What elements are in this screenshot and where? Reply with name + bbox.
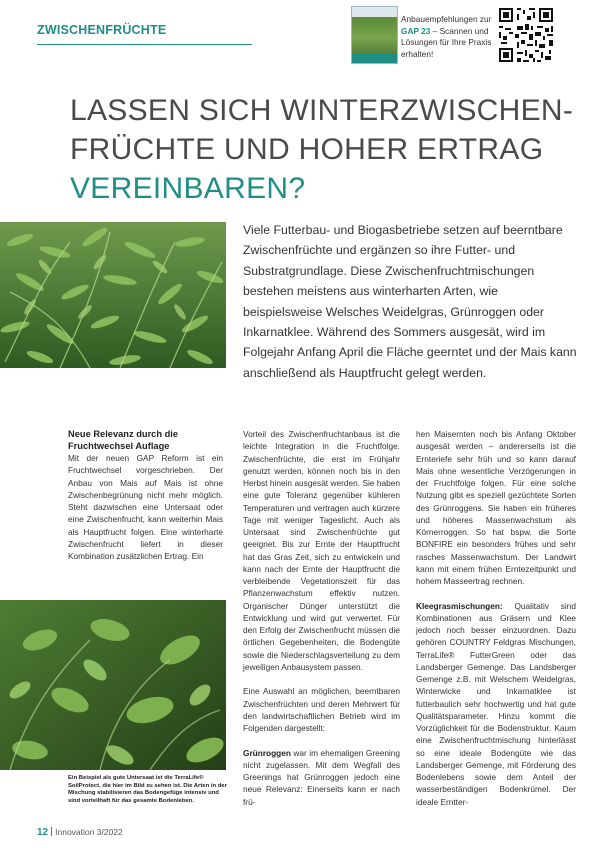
column-2-paragraph-2: Eine Auswahl an möglichen, beerntbaren Zwischenfrüchten und deren Mehrwert für den landwirtschaftlichen Betrieb wird im Folgenden dargestellt:: [243, 686, 400, 733]
column-1-subhead: Neue Relevanz durch die Fruchtwechsel Auflage: [68, 429, 179, 451]
promo-box[interactable]: [351, 6, 559, 66]
column-2: [243, 428, 400, 820]
column-3-paragraph-1: hen Maisernten noch bis Anfang Oktober ausgesät werden – andererseits ist die Ernteriefe sehr früh und so kann darauf Mais ohne wesentliche Verzögerungen in der Fruchtfolge folgen. Für eine solche Nutzung gibt es speziell gezüchtete Sorten des Grünroggens. Sie haben ein früheres und höheres Massenwachstum als Körnerroggen. So hat bspw. die Sorte BONFIRE ein besonders frühes und sehr rasches Massenwachstum. Der Landwirt kann mit einem frühen Erntezeitpunkt und hohem Masseertrag rechnen.: [416, 429, 576, 586]
headline-line3: VEREINBAREN?: [70, 172, 306, 205]
column-3: [416, 428, 576, 820]
kleegras-lead-in: Kleegrasmischungen:: [416, 600, 503, 611]
page-footer: [37, 827, 123, 838]
column-2-paragraph-3-text: war im ehemaligen Greening nicht zugelassen. Mit dem Wegfall des Greenings hat Grünroggen jedoch eine neue Relevanz: Einerseits kann er nach frü-: [243, 747, 400, 807]
brochure-thumbnail: [351, 6, 398, 64]
column-2-paragraph-1: Vorteil des Zwischenfruchtanbaus ist die leichte Integration in die Fruchtfolge. Zwischenfrüchte, die erst im Frühjahr genutzt werden, können noch bis in den Herbst hinein ausgesät werden. Sie haben eine gute Toleranz gegenüber kühleren Temperaturen und vertragen auch kürzere Tage mit weniger Tageslicht. Auch als Untersaat sind Zwischenfrüchte gut geeignet. Bis zur Ernte der Hauptfrucht hat das Gras Zeit, sich zu entwickeln und kann nach der Ernte der Hauptfrucht die verbleibende Vegetationszeit für das Pflanzenwachstum effektiv nutzen. Organischer Dünger unterstützt die Entwicklung und wird gut verwertet. Für den Erfolg der Zwischenfrucht müssen die örtlichen Gegebenheiten, die Bodengüte sowie die Niederschlagsverteilung zu dem jeweiligen Anbausystem passen.: [243, 429, 400, 672]
promo-gap: GAP 23: [401, 25, 431, 36]
promo-line1: Anbauempfehlungen zur: [401, 14, 492, 24]
promo-line2: – Scannen und Lösungen für Ihre Praxis erhalten!: [401, 25, 492, 59]
section-divider: [37, 44, 252, 45]
lead-paragraph: Viele Futterbau- und Biogasbetriebe setzen auf beerntbare Zwischenfrüchte und ergänzen so ihre Futter- und Substratgrundlage. Diese Zwischenfruchtmischungen bestehen meistens aus winterharten Arten, wie beispielsweise Welsches Weidelgras, Grünroggen oder Inkarnatklee. Während des Sommers ausgesät, wird im Folgejahr Anfang April die Fläche geerntet und der Mais kann anschließend als Hauptfrucht gelegt werden.: [243, 223, 577, 380]
gruenroggen-lead-in: Grünroggen: [243, 747, 291, 758]
footer-separator: [51, 827, 52, 836]
section-label: ZWISCHENFRÜCHTE: [37, 23, 167, 37]
column-1-paragraph: Mit der neuen GAP Reform ist ein Fruchtwechsel vorgeschrieben. Der Anbau von Mais auf Mais ist ohne Zwischenbegrünung nicht mehr möglich. Steht dazwischen eine Untersaat oder eine Zwischenfrucht, kann weiterhin Mais als Hauptfrucht folgen. Eine winterharte Zwischenfrucht liefert in dieser Kombination zusätzlichen Ertrag. Ein: [68, 453, 223, 561]
top-crop-photo: [0, 222, 226, 368]
headline: [70, 91, 590, 208]
page-number: 12: [37, 827, 49, 838]
column-3-paragraph-2: [416, 600, 576, 808]
column-3-paragraph-2-text: Qualitativ sind Kombinationen aus Gräsern und Klee jedoch noch besser einzuordnen. Dazu gehören COUNTRY Feldgras Mischungen, TerraLife® FutterGreen oder das Landsberger Gemenge. Das Landsberger Gemenge z.B. mit Welschem Weidelgras, Winterwicke und Inkarnatklee ist futterbaulich sehr hochwertig und hat gute Qualitätsparameter. Hinzu kommt die Vorzüglichkeit für die Bodenstruktur. Kaum eine Zwischenfruchtmischung hinterlässt so eine ideale Bodengüte wie das Landsberger Gemenge, mit Förderung des Bodenlebens sowie dem Anteil der wasserbeständigen Bodenkrümel. Der ideale Erntter-: [416, 600, 576, 807]
qr-code-icon[interactable]: [497, 6, 555, 64]
headline-line2: FRÜCHTE UND HOHER ERTRAG: [70, 133, 544, 166]
headline-line1: LASSEN SICH WINTERZWISCHEN-: [70, 94, 574, 127]
undersow-photo: [0, 600, 226, 770]
image-caption: Ein Beispiel als gute Untersaat ist die TerraLife® SoilProtect, die hier im Bild zu sehen ist. Die Arten in der Mischung stabilisieren das Bodengefüge intensiv und sind vorteilhaft für das gesamte Bodenleben.: [68, 775, 227, 804]
column-1: [68, 428, 223, 575]
column-2-paragraph-3: [243, 747, 400, 808]
promo-text: [401, 14, 496, 60]
publication-name: Innovation 3/2022: [55, 827, 123, 837]
